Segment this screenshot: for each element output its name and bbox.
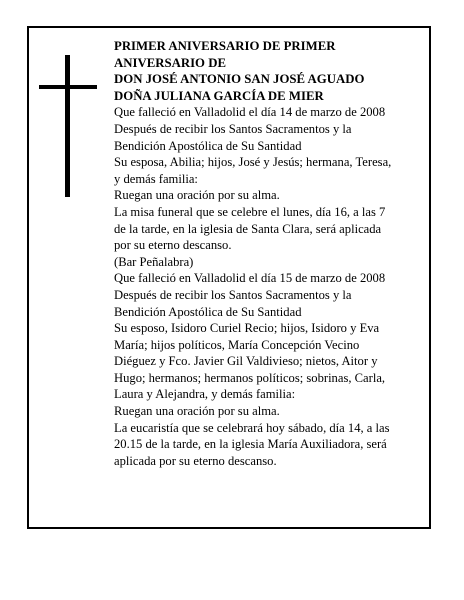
- body-line: Diéguez y Fco. Javier Gil Valdivieso; nietos, Aitor y: [114, 354, 378, 369]
- body-line: Bendición Apostólica de Su Santidad: [114, 304, 302, 319]
- obituary-body: [114, 104, 419, 469]
- body-line: Ruegan una oración por su alma.: [114, 404, 280, 419]
- body-line: María; hijos políticos, María Concepción Vecino: [114, 337, 360, 352]
- body-line: Hugo; hermanos; hermanos políticos; sobrinas, Carla,: [114, 370, 386, 385]
- obituary-text: [114, 38, 419, 469]
- body-line: Después de recibir los Santos Sacramentos y la: [114, 287, 352, 302]
- body-line: 20.15 de la tarde, en la iglesia María Auxiliadora, será: [114, 437, 387, 452]
- body-line: Laura y Alejandra, y demás familia:: [114, 387, 296, 402]
- heading-line: ANIVERSARIO DE: [114, 55, 226, 70]
- body-line: Ruegan una oración por su alma.: [114, 188, 280, 203]
- body-line: aplicada por su eterno descanso.: [114, 453, 277, 468]
- body-line: Bendición Apostólica de Su Santidad: [114, 138, 302, 153]
- body-line: La eucaristía que se celebrará hoy sábado, día 14, a las: [114, 420, 390, 435]
- body-line: y demás familia:: [114, 171, 198, 186]
- body-line: La misa funeral que se celebre el lunes, día 16, a las 7: [114, 204, 386, 219]
- heading-line: PRIMER ANIVERSARIO DE PRIMER: [114, 39, 336, 53]
- heading-line: DON JOSÉ ANTONIO SAN JOSÉ AGUADO: [114, 72, 365, 87]
- obituary-heading: [114, 38, 419, 104]
- body-line: Que falleció en Valladolid el día 14 de marzo de 2008: [114, 105, 386, 120]
- body-line: Que falleció en Valladolid el día 15 de marzo de 2008: [114, 271, 386, 286]
- heading-line: DOÑA JULIANA GARCÍA DE MIER: [114, 88, 324, 103]
- cross-icon-bar: [39, 85, 97, 89]
- body-line: de la tarde, en la iglesia de Santa Clara, será aplicada: [114, 221, 382, 236]
- body-line: por su eterno descanso.: [114, 238, 232, 253]
- cross-icon: [65, 55, 70, 197]
- body-line: (Bar Peñalabra): [114, 254, 194, 269]
- body-line: Después de recibir los Santos Sacramentos y la: [114, 121, 352, 136]
- body-line: Su esposa, Abilia; hijos, José y Jesús; hermana, Teresa,: [114, 155, 392, 170]
- body-line: Su esposo, Isidoro Curiel Recio; hijos, Isidoro y Eva: [114, 321, 380, 336]
